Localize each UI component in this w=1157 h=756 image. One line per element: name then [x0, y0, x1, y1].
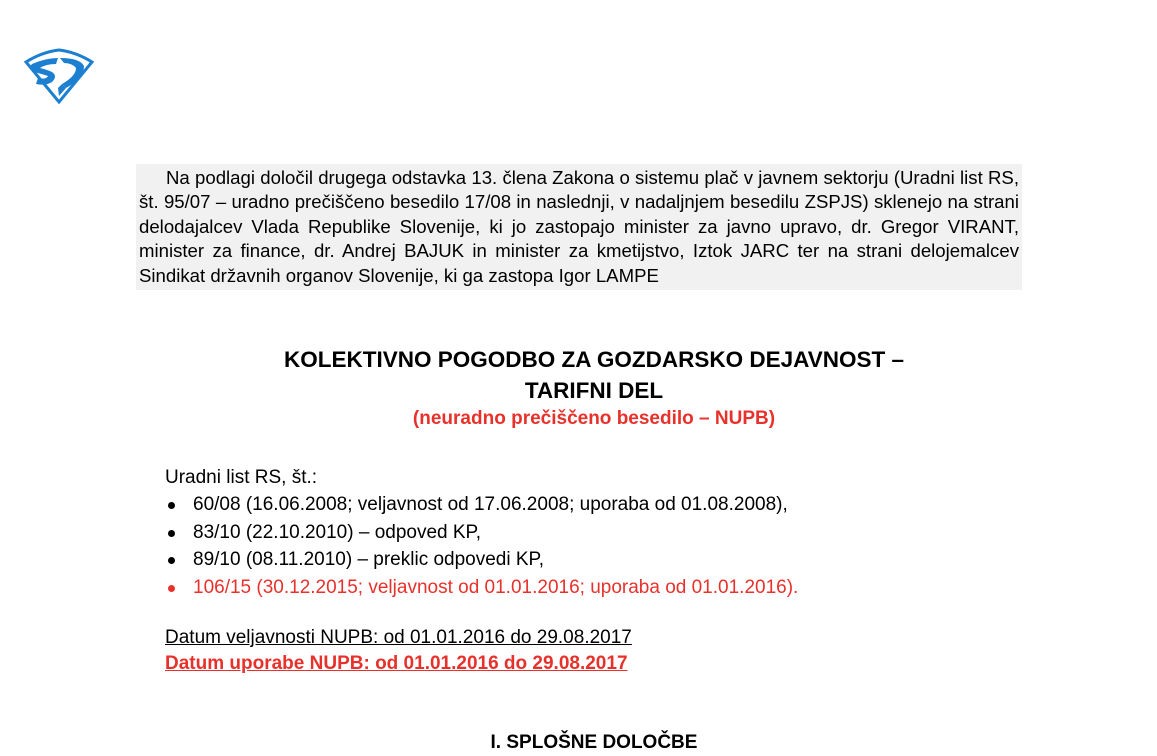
- usage-date: Datum uporabe NUPB: od 01.01.2016 do 29.08.2017: [165, 653, 628, 674]
- gazette-entry-text: 83/10 (22.10.2010) – odpoved KP,: [193, 521, 482, 543]
- gazette-entry: [165, 546, 798, 574]
- gazette-entry-text: 60/08 (16.06.2008; veljavnost od 17.06.2008; uporaba od 01.08.2008),: [193, 494, 788, 515]
- title-line-2: TARIFNI DEL: [524, 378, 664, 403]
- document-subtitle: (neuradno prečiščeno besedilo – NUPB): [412, 408, 776, 429]
- validity-date: Datum veljavnosti NUPB: od 01.01.2016 do 29.08.2017: [165, 627, 632, 648]
- title-line-1: KOLEKTIVNO POGODBO ZA GOZDARSKO DEJAVNOST –: [283, 347, 905, 372]
- gazette-entries: [165, 491, 798, 601]
- gazette-entry-text: 106/15 (30.12.2015; veljavnost od 01.01.2016; uporaba od 01.01.2016).: [193, 576, 799, 598]
- gazette-entry-text: 89/10 (08.11.2010) – preklic odpovedi KP,: [193, 549, 545, 570]
- bullet-icon: [168, 530, 175, 537]
- preamble-text: Na podlagi določil drugega odstavka 13. člena Zakona o sistemu plač v javnem sektorju (Uradni list RS, št. 95/07 – uradno prečiščeno besedilo 17/08 in naslednji, v nadaljnjem besedilu ZSPJS) sklenejo na strani delodajalcev Vlada Republike Slovenije, ki jo zastopajo minister za javno upravo, dr. Gregor VIRANT, minister za finance, dr. Andrej BAJUK in minister za kmetijstvo, Iztok JARC ter na strani delojemalcev Sindikat državnih organov Slovenije, ki ga zastopa Igor LAMPE: [139, 167, 1019, 286]
- document-title: [136, 344, 1052, 406]
- gazette-entry: [165, 519, 798, 547]
- preamble-paragraph: [136, 164, 1022, 290]
- bullet-icon: [168, 557, 175, 564]
- section-heading: I. SPLOŠNE DOLOČBE: [490, 732, 698, 753]
- bullet-icon: [168, 585, 175, 592]
- gazette-entry: [165, 574, 798, 602]
- gazette-label: Uradni list RS, št.:: [165, 467, 318, 488]
- sd-shield-logo-icon: [22, 48, 96, 104]
- gazette-entry: [165, 491, 798, 519]
- bullet-icon: [168, 502, 175, 509]
